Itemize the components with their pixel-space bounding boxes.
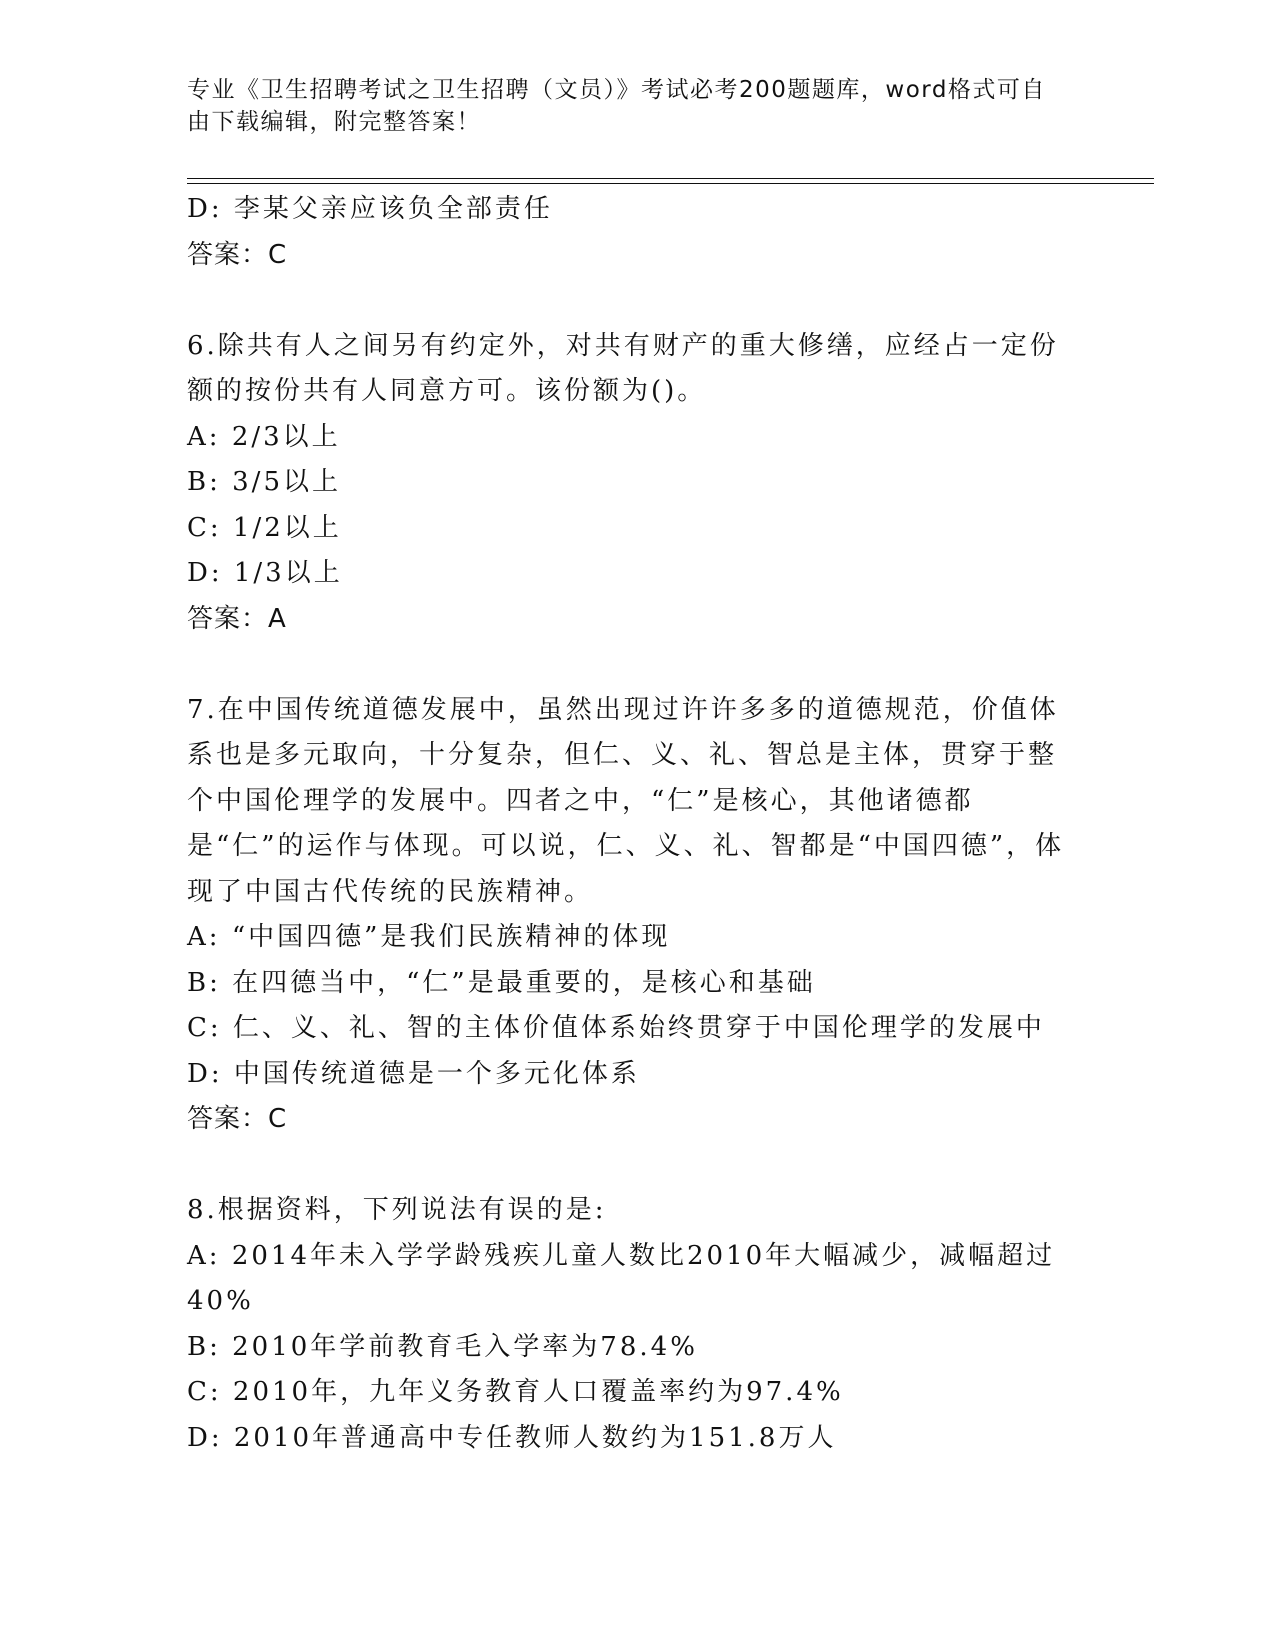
option-c	[187, 506, 1067, 552]
option-text: 1/2以上	[232, 512, 342, 543]
option-label: A:	[187, 421, 221, 452]
option-c	[187, 1006, 1067, 1052]
option-text: 1/3以上	[233, 558, 343, 588]
option-a	[187, 415, 1067, 461]
header-rule-top	[187, 178, 1154, 179]
question-8	[187, 1188, 1067, 1461]
question-7	[187, 688, 1067, 1143]
option-label: D:	[187, 1422, 223, 1453]
option-text: 2014年未入学学龄残疾儿童人数比2010年大幅减少，减幅超过40%	[187, 1240, 1056, 1316]
option-a	[187, 915, 1067, 961]
option-c	[187, 1370, 1067, 1416]
option-b	[187, 460, 1067, 506]
question-stem: 7.在中国传统道德发展中，虽然出现过许许多多的道德规范，价值体系也是多元取向，十分复杂，但仁、义、礼、智总是主体，贯穿于整个中国伦理学的发展中。四者之中，“仁”是核心，其他诸德都是“仁”的运作与体现。可以说，仁、义、礼、智都是“中国四德”，体现了中国古代传统的民族精神。	[187, 694, 1065, 907]
answer: 答案：C	[187, 1104, 288, 1134]
option-a	[187, 1234, 1067, 1325]
option-label: D:	[187, 1058, 223, 1089]
option-d	[187, 551, 1067, 597]
option-label: D:	[187, 194, 223, 224]
header-rule-bottom	[187, 183, 1154, 184]
option-text: 2/3以上	[231, 421, 341, 452]
option-text: 2010年普通高中专任教师人数约为151.8万人	[233, 1422, 837, 1453]
option-label: D:	[187, 558, 223, 588]
spacer	[187, 1143, 1067, 1189]
option-text: 中国传统道德是一个多元化体系	[233, 1058, 640, 1089]
answer: 答案：A	[187, 603, 287, 634]
page-header	[187, 74, 1067, 138]
option-text: 仁、义、礼、智的主体价值体系始终贯穿于中国伦理学的发展中	[232, 1013, 1045, 1043]
option-label: C:	[187, 1377, 222, 1407]
question-stem: 8.根据资料，下列说法有误的是:	[187, 1195, 607, 1225]
option-label: A:	[187, 1240, 221, 1271]
option-d	[187, 187, 1067, 233]
option-b	[187, 961, 1067, 1007]
option-label: A:	[187, 922, 221, 952]
header-text: 专业《卫生招聘考试之卫生招聘（文员）》考试必考200题题库，word格式可自由下载编辑，附完整答案！	[187, 77, 1046, 135]
document-body	[187, 187, 1067, 1461]
option-d	[187, 1416, 1067, 1462]
option-label: B:	[187, 1331, 221, 1362]
option-label: B:	[187, 967, 221, 998]
option-d	[187, 1052, 1067, 1098]
option-label: C:	[187, 1013, 222, 1043]
question-5-tail	[187, 187, 1067, 278]
answer: 答案：C	[187, 239, 288, 270]
option-text: 在四德当中，“仁”是最重要的，是核心和基础	[232, 967, 816, 998]
spacer	[187, 642, 1067, 688]
option-text: “中国四德”是我们民族精神的体现	[231, 922, 671, 952]
option-text: 2010年，九年义务教育人口覆盖率约为97.4%	[232, 1377, 844, 1407]
spacer	[187, 278, 1067, 324]
option-label: B:	[187, 467, 221, 497]
option-text: 3/5以上	[232, 467, 341, 497]
question-stem: 6.除共有人之间另有约定外，对共有财产的重大修缮，应经占一定份额的按份共有人同意方可。该份额为()。	[187, 330, 1059, 406]
question-6	[187, 324, 1067, 643]
option-b	[187, 1325, 1067, 1371]
option-label: C:	[187, 512, 222, 543]
option-text: 李某父亲应该负全部责任	[233, 194, 553, 224]
option-text: 2010年学前教育毛入学率为78.4%	[232, 1331, 698, 1362]
